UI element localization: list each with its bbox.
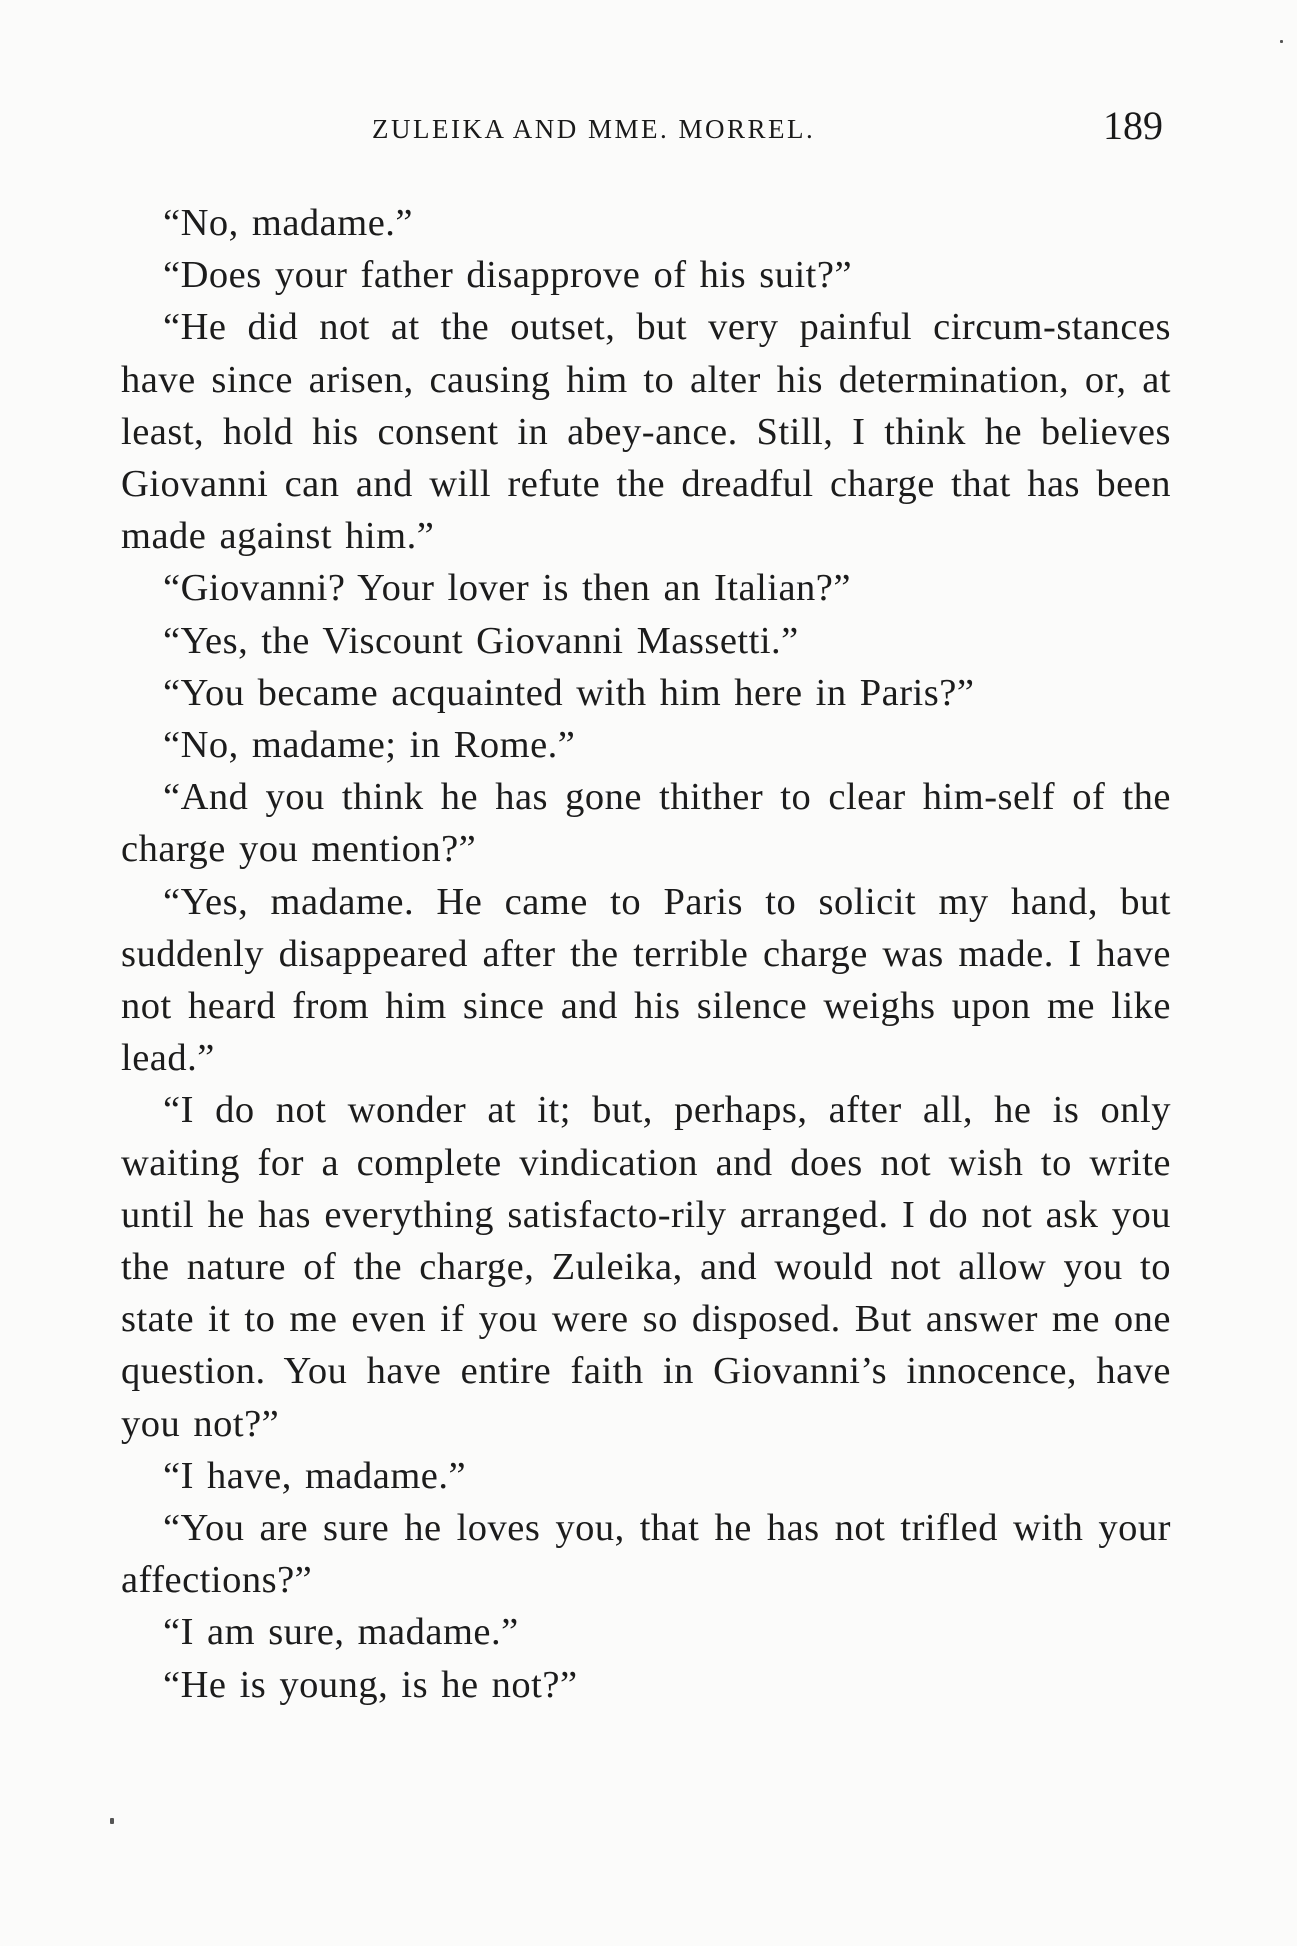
paragraph: “He is young, is he not?” (163, 1663, 578, 1706)
paragraph: “Giovanni? Your lover is then an Italian?” (163, 567, 851, 610)
paragraph: “I am sure, madame.” (163, 1611, 519, 1654)
paragraph: “No, madame; in Rome.” (163, 724, 576, 767)
paragraph: “Does your father disapprove of his suit?” (163, 254, 853, 297)
print-speck (110, 1818, 114, 1824)
paragraph: “I do not wonder at it; but, perhaps, after all, he is only waiting for a complete vindication and does not wish to write until he has everything satisfacto-rily arranged. I do not ask you the nature of the charge, Zuleika, and would not allow you to state it to me even if you were so disposed. But answer me one question. You have entire faith in Giovanni’s innocence, have you not?” (121, 1089, 1171, 1445)
paragraph: “Yes, the Viscount Giovanni Massetti.” (163, 619, 799, 662)
print-speck (1280, 40, 1283, 43)
paragraph: “And you think he has gone thither to clear him-self of the charge you mention?” (121, 776, 1171, 871)
running-head: ZULEIKA AND MME. MORREL. (372, 114, 816, 144)
paragraph: “You became acquainted with him here in Paris?” (163, 671, 975, 714)
page-header (120, 102, 1170, 152)
body-text (121, 197, 1171, 1711)
paragraph: “He did not at the outset, but very painful circum-stances have since arisen, causing him to alter his determination, or, at least, hold his consent in abey-ance. Still, I think he believes Giovanni can and will refute the dreadful charge that has been made against him.” (121, 306, 1171, 558)
paragraph: “You are sure he loves you, that he has not trifled with your affections?” (121, 1507, 1171, 1602)
paragraph: “I have, madame.” (163, 1454, 467, 1497)
paragraph: “No, madame.” (163, 202, 414, 244)
paragraph: “Yes, madame. He came to Paris to solicit my hand, but suddenly disappeared after the terrible charge was made. I have not heard from him since and his silence weighs upon me like lead.” (121, 880, 1171, 1080)
page-number: 189 (1103, 103, 1163, 148)
